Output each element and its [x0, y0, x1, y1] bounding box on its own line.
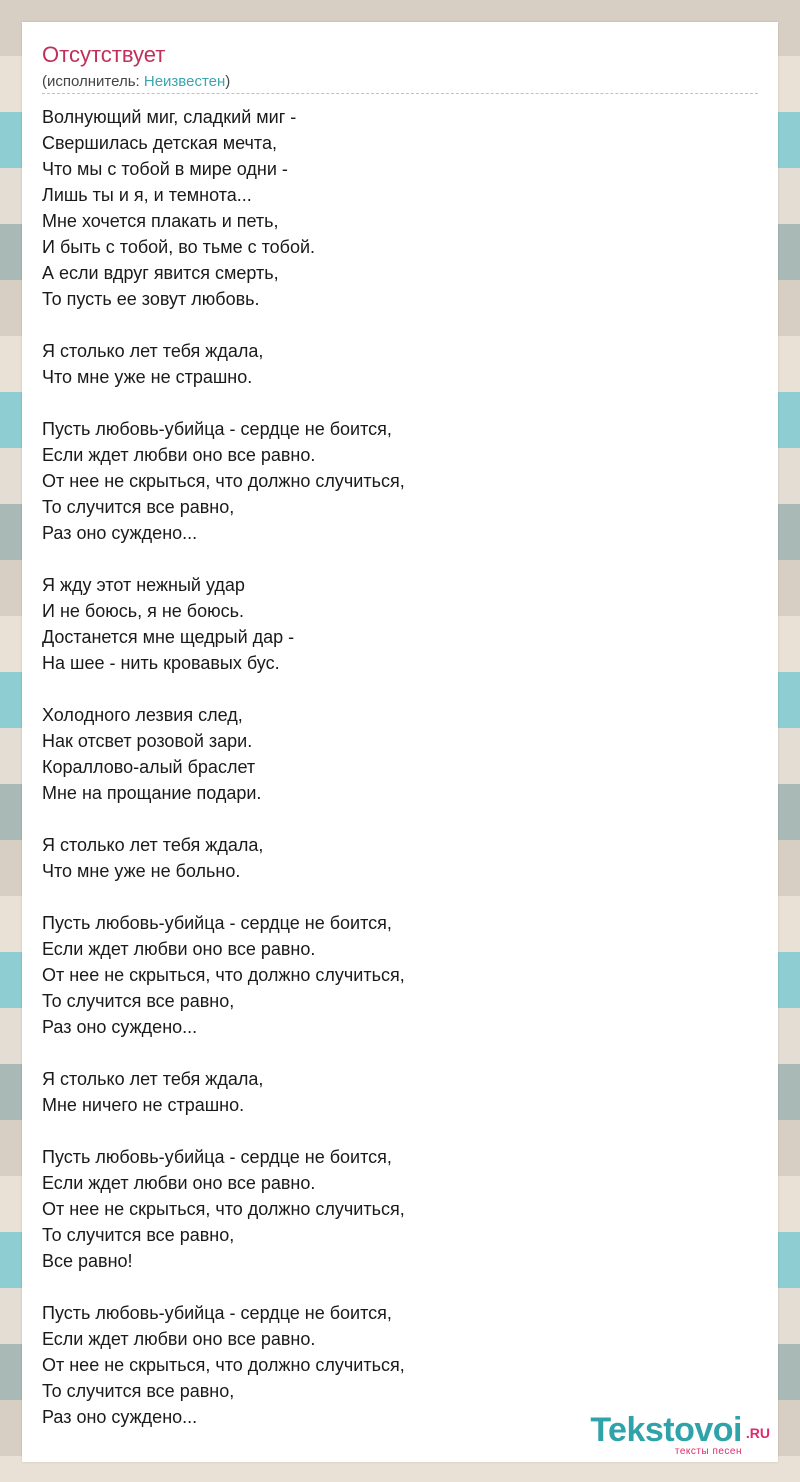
lyric-line: [42, 884, 742, 910]
lyric-line: [42, 546, 742, 572]
lyric-line: Пусть любовь-убийца - сердце не боится,: [42, 1303, 392, 1323]
lyric-line: [42, 1040, 742, 1066]
title-divider: [42, 93, 758, 94]
lyrics-text: [42, 104, 742, 1430]
lyric-line: [42, 312, 742, 338]
site-logo[interactable]: [562, 1411, 772, 1457]
lyric-line: [42, 1118, 742, 1144]
lyric-line: [42, 676, 742, 702]
lyric-line: Достанется мне щедрый дар -: [42, 627, 295, 647]
lyric-line: Мне хочется плакать и петь,: [42, 211, 279, 231]
artist-suffix: ): [225, 73, 231, 90]
lyric-line: Я столько лет тебя ждала,: [42, 1069, 264, 1089]
lyric-line: Кораллово-алый браслет: [42, 757, 256, 777]
song-title: Отсутствует: [42, 42, 166, 67]
logo-tagline: тексты песен: [674, 1446, 742, 1457]
lyric-line: Если ждет любви оно все равно.: [42, 445, 316, 465]
lyric-line: Что мне уже не больно.: [42, 861, 241, 881]
lyric-line: Пусть любовь-убийца - сердце не боится,: [42, 1147, 392, 1167]
lyric-line: Я столько лет тебя ждала,: [42, 341, 264, 361]
lyrics-card: [22, 22, 778, 1462]
logo-tld: .RU: [745, 1425, 770, 1441]
lyric-line: И быть с тобой, во тьме с тобой.: [42, 237, 316, 257]
lyric-line: Если ждет любви оно все равно.: [42, 1329, 316, 1349]
lyric-line: Нак отсвет розовой зари.: [42, 731, 253, 751]
lyric-line: Если ждет любви оно все равно.: [42, 1173, 316, 1193]
lyric-line: Раз оно суждено...: [42, 523, 198, 543]
lyric-line: Все равно!: [42, 1251, 133, 1271]
lyric-line: Пусть любовь-убийца - сердце не боится,: [42, 913, 392, 933]
lyric-line: То случится все равно,: [42, 497, 235, 517]
lyric-line: От нее не скрыться, что должно случиться,: [42, 1355, 405, 1375]
lyric-line: И не боюсь, я не боюсь.: [42, 601, 244, 621]
lyric-line: Я жду этот нежный удар: [42, 575, 245, 595]
lyric-line: [42, 1274, 742, 1300]
artist-prefix: (исполнитель:: [42, 73, 144, 90]
lyric-line: А если вдруг явится смерть,: [42, 263, 279, 283]
artist-link[interactable]: Неизвестен: [143, 73, 226, 90]
lyric-line: Холодного лезвия след,: [42, 705, 243, 725]
lyric-line: От нее не скрыться, что должно случиться,: [42, 1199, 405, 1219]
artist-line: [42, 73, 230, 90]
lyric-line: То случится все равно,: [42, 991, 235, 1011]
lyric-line: Мне на прощание подари.: [42, 783, 262, 803]
lyric-line: Раз оно суждено...: [42, 1407, 198, 1427]
lyric-line: Лишь ты и я, и темнота...: [42, 185, 252, 205]
lyric-line: На шее - нить кровавых бус.: [42, 653, 280, 673]
logo-wordmark: Tekstovoi: [590, 1411, 742, 1449]
lyric-line: То случится все равно,: [42, 1225, 235, 1245]
lyric-line: От нее не скрыться, что должно случиться,: [42, 471, 405, 491]
lyric-line: Свершилась детская мечта,: [42, 133, 277, 153]
lyric-line: Что мне уже не страшно.: [42, 367, 253, 387]
lyric-line: [42, 390, 742, 416]
lyric-line: [42, 806, 742, 832]
lyric-line: Пусть любовь-убийца - сердце не боится,: [42, 419, 392, 439]
lyric-line: Если ждет любви оно все равно.: [42, 939, 316, 959]
lyric-line: Волнующий миг, сладкий миг -: [42, 107, 297, 127]
lyric-line: То пусть ее зовут любовь.: [42, 289, 260, 309]
lyric-line: Раз оно суждено...: [42, 1017, 198, 1037]
lyric-line: Что мы с тобой в мире одни -: [42, 159, 288, 179]
lyric-line: От нее не скрыться, что должно случиться,: [42, 965, 405, 985]
lyric-line: То случится все равно,: [42, 1381, 235, 1401]
lyric-line: Я столько лет тебя ждала,: [42, 835, 264, 855]
lyric-line: Мне ничего не страшно.: [42, 1095, 245, 1115]
